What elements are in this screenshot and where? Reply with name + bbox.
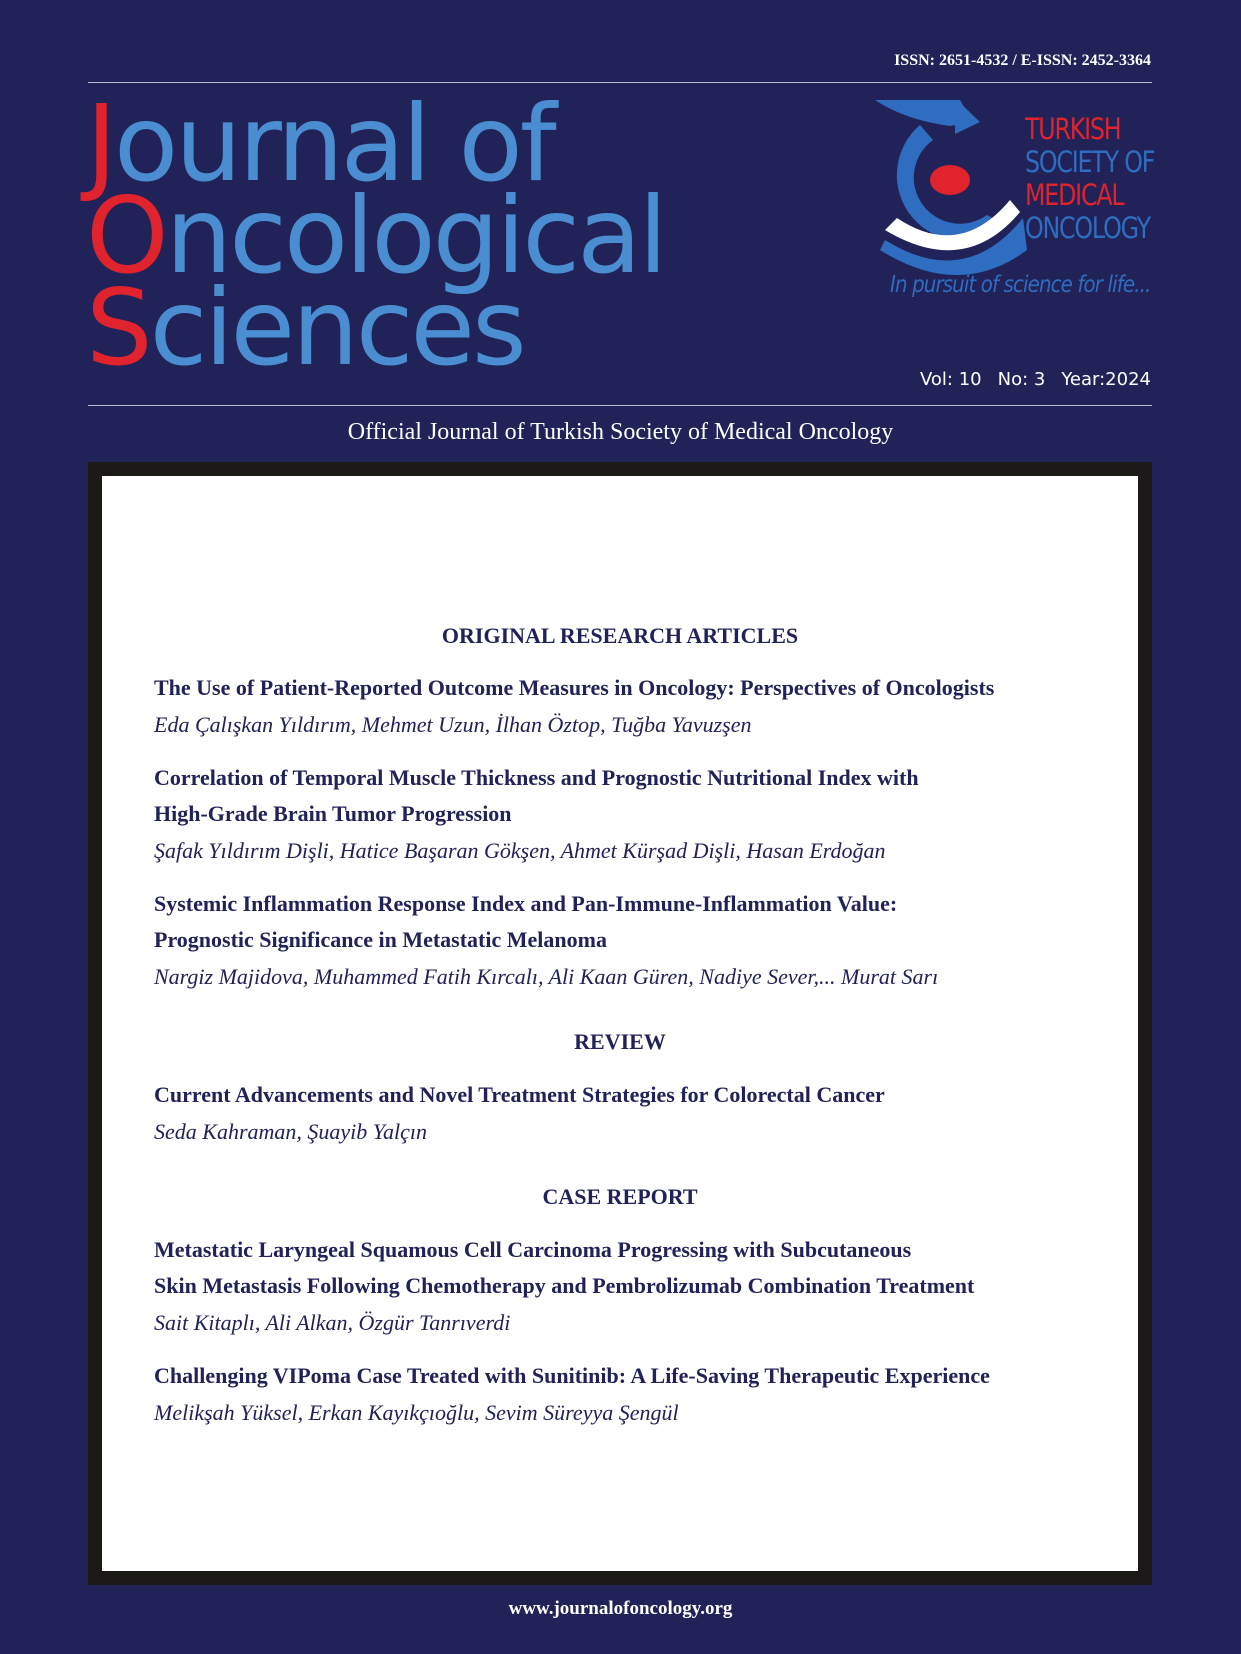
year: Year:2024: [1061, 369, 1151, 390]
article-4-title: [154, 1077, 1114, 1113]
article-2-authors: Şafak Yıldırım Dişli, Hatice Başaran Gökşen, Ahmet Kürşad Dişli, Hasan Erdoğan: [154, 838, 886, 863]
article-6-authors: Melikşah Yüksel, Erkan Kayıkçıoğlu, Sevim Süreyya Şengül: [154, 1400, 679, 1425]
article-4-title-line-1: Current Advancements and Novel Treatment Strategies for Colorectal Cancer: [154, 1082, 885, 1107]
title-initial-o: O: [86, 175, 166, 297]
header-rule-bottom: [88, 405, 1152, 406]
title-line-1-rest: ournal of: [113, 83, 554, 205]
article-2-title: [154, 760, 1114, 832]
section-case-report: CASE REPORT: [542, 1184, 698, 1209]
journal-title: [86, 83, 665, 389]
society-tagline: In pursuit of science for life...: [890, 272, 1151, 298]
article-3-title-line-1: Systemic Inflammation Response Index and Pan-Immune-Inflammation Value:: [154, 891, 898, 916]
section-original-research: ORIGINAL RESEARCH ARTICLES: [441, 623, 799, 648]
issn-line: ISSN: 2651-4532 / E-ISSN: 2452-3364: [894, 52, 1151, 69]
article-5-authors: Sait Kitaplı, Ali Alkan, Özgür Tanrıverdi: [154, 1310, 511, 1335]
article-3-authors: Nargiz Majidova, Muhammed Fatih Kırcalı, Ali Kaan Güren, Nadiye Sever,... Murat Sarı: [154, 964, 939, 989]
issue-number: No: 3: [997, 369, 1046, 390]
society-line-1: TURKISH: [1025, 112, 1121, 146]
article-6-title-line-1: Challenging VIPoma Case Treated with Sunitinib: A Life-Saving Therapeutic Experience: [154, 1363, 990, 1388]
article-3-title-line-2: Prognostic Significance in Metastatic Melanoma: [154, 927, 607, 952]
article-2-title-line-2: High-Grade Brain Tumor Progression: [154, 801, 512, 826]
society-line-2: SOCIETY OF: [1025, 145, 1155, 179]
article-5-title-line-1: Metastatic Laryngeal Squamous Cell Carcinoma Progressing with Subcutaneous: [154, 1237, 912, 1262]
section-review: REVIEW: [574, 1029, 666, 1054]
table-of-contents: [102, 476, 1138, 1571]
article-1-title: [154, 670, 1114, 706]
article-5-title: [154, 1232, 1114, 1304]
volume: Vol: 10: [919, 369, 982, 390]
article-1-authors: Eda Çalışkan Yıldırım, Mehmet Uzun, İlhan Öztop, Tuğba Yavuzşen: [154, 712, 752, 737]
society-line-3: MEDICAL: [1025, 178, 1124, 212]
issue-info: [904, 369, 1151, 390]
journal-website-link[interactable]: www.journalofoncology.org: [508, 1598, 733, 1619]
article-5-title-line-2: Skin Metastasis Following Chemotherapy and Pembrolizumab Combination Treatment: [154, 1273, 975, 1298]
article-3-title: [154, 886, 1114, 958]
journal-subtitle: Official Journal of Turkish Society of Medical Oncology: [347, 419, 894, 445]
article-4-authors: Seda Kahraman, Şuayib Yalçın: [154, 1119, 427, 1144]
title-line-3-rest: ciences: [149, 267, 524, 389]
title-initial-j: J: [86, 83, 114, 205]
society-name: [1025, 113, 1154, 245]
title-initial-s: S: [86, 267, 150, 389]
title-line-2-rest: ncological: [165, 175, 665, 297]
article-6-title: [154, 1358, 1114, 1394]
article-2-title-line-1: Correlation of Temporal Muscle Thickness and Prognostic Nutritional Index with: [154, 765, 919, 790]
society-line-4: ONCOLOGY: [1025, 211, 1150, 245]
article-1-title-line-1: The Use of Patient-Reported Outcome Measures in Oncology: Perspectives of Oncologists: [154, 675, 995, 700]
